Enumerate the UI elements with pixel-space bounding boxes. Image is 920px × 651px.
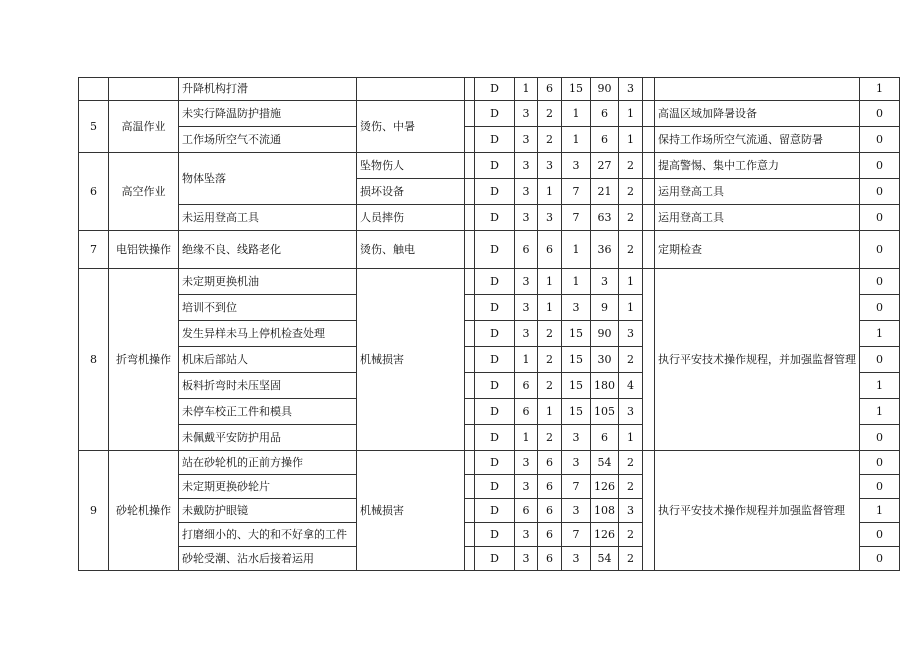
c-value-cell: 3 — [562, 295, 591, 321]
row-number: 5 — [79, 101, 109, 153]
e-value-cell: 2 — [538, 347, 562, 373]
likelihood-cell: D — [475, 179, 515, 205]
flag-cell: 1 — [860, 78, 900, 101]
row-number: 9 — [79, 451, 109, 571]
c-value-cell: 3 — [562, 451, 591, 475]
risk-level-cell: 2 — [619, 523, 643, 547]
d-value-cell: 54 — [591, 451, 619, 475]
c-value-cell: 3 — [562, 425, 591, 451]
d-value-cell: 36 — [591, 231, 619, 269]
d-value-cell: 90 — [591, 321, 619, 347]
d-value-cell: 105 — [591, 399, 619, 425]
e-value-cell: 2 — [538, 101, 562, 127]
table-row — [79, 78, 900, 101]
e-value-cell: 6 — [538, 78, 562, 101]
likelihood-cell: D — [475, 523, 515, 547]
c-value-cell: 15 — [562, 347, 591, 373]
flag-cell: 1 — [860, 499, 900, 523]
flag-cell: 0 — [860, 205, 900, 231]
c-value-cell: 1 — [562, 269, 591, 295]
d-value-cell: 63 — [591, 205, 619, 231]
l-value-cell: 3 — [515, 101, 538, 127]
likelihood-cell: D — [475, 451, 515, 475]
risk-level-cell: 3 — [619, 499, 643, 523]
spacer-cell — [465, 347, 475, 373]
consequence-cell: 机械损害 — [357, 269, 465, 451]
spacer-cell — [465, 231, 475, 269]
l-value-cell: 6 — [515, 399, 538, 425]
hazard-cell: 站在砂轮机的正前方操作 — [179, 451, 357, 475]
l-value-cell: 3 — [515, 547, 538, 571]
risk-level-cell: 2 — [619, 475, 643, 499]
c-value-cell: 1 — [562, 127, 591, 153]
hazard-cell: 未定期更换机油 — [179, 269, 357, 295]
e-value-cell: 2 — [538, 127, 562, 153]
likelihood-cell: D — [475, 269, 515, 295]
hazard-cell: 物体坠落 — [179, 153, 357, 205]
task-name: 高温作业 — [109, 101, 179, 153]
likelihood-cell: D — [475, 399, 515, 425]
flag-cell: 0 — [860, 475, 900, 499]
hazard-cell: 板料折弯时未压坚固 — [179, 373, 357, 399]
risk-level-cell: 2 — [619, 347, 643, 373]
e-value-cell: 1 — [538, 179, 562, 205]
d-value-cell: 126 — [591, 475, 619, 499]
hazard-cell: 未戴防护眼镜 — [179, 499, 357, 523]
d-value-cell: 6 — [591, 425, 619, 451]
l-value-cell: 3 — [515, 451, 538, 475]
risk-level-cell: 4 — [619, 373, 643, 399]
l-value-cell: 3 — [515, 295, 538, 321]
likelihood-cell: D — [475, 373, 515, 399]
e-value-cell: 1 — [538, 269, 562, 295]
spacer-cell — [643, 153, 655, 179]
risk-level-cell: 1 — [619, 295, 643, 321]
l-value-cell: 3 — [515, 205, 538, 231]
spacer-cell — [643, 179, 655, 205]
hazard-cell: 砂轮受潮、沾水后接着运用 — [179, 547, 357, 571]
l-value-cell: 3 — [515, 269, 538, 295]
flag-cell: 0 — [860, 101, 900, 127]
d-value-cell: 3 — [591, 269, 619, 295]
l-value-cell: 6 — [515, 231, 538, 269]
l-value-cell: 3 — [515, 127, 538, 153]
d-value-cell: 54 — [591, 547, 619, 571]
e-value-cell: 6 — [538, 475, 562, 499]
hazard-cell: 未停车校正工件和模具 — [179, 399, 357, 425]
e-value-cell: 6 — [538, 523, 562, 547]
c-value-cell: 15 — [562, 321, 591, 347]
e-value-cell: 1 — [538, 399, 562, 425]
task-name — [109, 78, 179, 101]
flag-cell: 0 — [860, 231, 900, 269]
l-value-cell: 3 — [515, 523, 538, 547]
measure-cell: 高温区域加降暑设备 — [655, 101, 860, 127]
spacer-cell — [465, 205, 475, 231]
spacer-cell — [465, 523, 475, 547]
l-value-cell: 6 — [515, 499, 538, 523]
flag-cell: 0 — [860, 295, 900, 321]
d-value-cell: 180 — [591, 373, 619, 399]
spacer-cell — [465, 269, 475, 295]
flag-cell: 0 — [860, 547, 900, 571]
measure-cell: 执行平安技术操作规程并加强监督管理 — [655, 451, 860, 571]
measure-cell: 定期检查 — [655, 231, 860, 269]
d-value-cell: 27 — [591, 153, 619, 179]
flag-cell: 0 — [860, 425, 900, 451]
hazard-cell: 未佩戴平安防护用品 — [179, 425, 357, 451]
e-value-cell: 2 — [538, 425, 562, 451]
spacer-cell — [643, 78, 655, 101]
likelihood-cell: D — [475, 475, 515, 499]
consequence-cell: 人员摔伤 — [357, 205, 465, 231]
c-value-cell: 3 — [562, 153, 591, 179]
risk-level-cell: 3 — [619, 321, 643, 347]
flag-cell: 0 — [860, 153, 900, 179]
table-row — [79, 231, 900, 269]
flag-cell: 0 — [860, 451, 900, 475]
hazard-cell: 升降机构打滑 — [179, 78, 357, 101]
c-value-cell: 1 — [562, 101, 591, 127]
consequence-cell: 烫伤、触电 — [357, 231, 465, 269]
likelihood-cell: D — [475, 153, 515, 179]
row-number: 7 — [79, 231, 109, 269]
measure-cell — [655, 78, 860, 101]
hazard-cell: 打磨细小的、大的和不好拿的工件 — [179, 523, 357, 547]
c-value-cell: 7 — [562, 179, 591, 205]
flag-cell: 0 — [860, 127, 900, 153]
table-row — [79, 451, 900, 475]
e-value-cell: 3 — [538, 153, 562, 179]
spacer-cell — [465, 179, 475, 205]
d-value-cell: 6 — [591, 101, 619, 127]
spacer-cell — [643, 127, 655, 153]
e-value-cell: 2 — [538, 373, 562, 399]
l-value-cell: 3 — [515, 153, 538, 179]
flag-cell: 1 — [860, 399, 900, 425]
d-value-cell: 90 — [591, 78, 619, 101]
e-value-cell: 3 — [538, 205, 562, 231]
c-value-cell: 15 — [562, 78, 591, 101]
e-value-cell: 6 — [538, 451, 562, 475]
likelihood-cell: D — [475, 231, 515, 269]
risk-level-cell: 2 — [619, 231, 643, 269]
consequence-cell — [357, 78, 465, 101]
hazard-cell: 培训不到位 — [179, 295, 357, 321]
l-value-cell: 1 — [515, 347, 538, 373]
hazard-cell: 未实行降温防护措施 — [179, 101, 357, 127]
spacer-cell — [643, 269, 655, 451]
l-value-cell: 3 — [515, 321, 538, 347]
d-value-cell: 6 — [591, 127, 619, 153]
d-value-cell: 21 — [591, 179, 619, 205]
spacer-cell — [465, 499, 475, 523]
likelihood-cell: D — [475, 101, 515, 127]
row-number — [79, 78, 109, 101]
table-row — [79, 127, 900, 153]
e-value-cell: 6 — [538, 499, 562, 523]
c-value-cell: 15 — [562, 373, 591, 399]
consequence-cell: 机械损害 — [357, 451, 465, 571]
c-value-cell: 3 — [562, 499, 591, 523]
measure-cell: 运用登高工具 — [655, 205, 860, 231]
flag-cell: 0 — [860, 179, 900, 205]
hazard-cell: 机床后部站人 — [179, 347, 357, 373]
task-name: 砂轮机操作 — [109, 451, 179, 571]
likelihood-cell: D — [475, 78, 515, 101]
l-value-cell: 3 — [515, 475, 538, 499]
spacer-cell — [465, 451, 475, 475]
hazard-cell: 发生异样未马上停机检查处理 — [179, 321, 357, 347]
flag-cell: 0 — [860, 269, 900, 295]
spacer-cell — [465, 101, 475, 127]
likelihood-cell: D — [475, 347, 515, 373]
c-value-cell: 7 — [562, 205, 591, 231]
spacer-cell — [465, 425, 475, 451]
c-value-cell: 3 — [562, 547, 591, 571]
spacer-cell — [465, 321, 475, 347]
spacer-cell — [465, 127, 475, 153]
risk-level-cell: 2 — [619, 547, 643, 571]
risk-level-cell: 2 — [619, 451, 643, 475]
consequence-cell: 烫伤、中暑 — [357, 101, 465, 153]
hazard-cell: 绝缘不良、线路老化 — [179, 231, 357, 269]
row-number: 8 — [79, 269, 109, 451]
task-name: 电铝铁操作 — [109, 231, 179, 269]
measure-cell: 提高警惕、集中工作意力 — [655, 153, 860, 179]
measure-cell: 执行平安技术操作规程，并加强监督管理 — [655, 269, 860, 451]
spacer-cell — [465, 399, 475, 425]
c-value-cell: 15 — [562, 399, 591, 425]
task-name: 折弯机操作 — [109, 269, 179, 451]
risk-level-cell: 1 — [619, 425, 643, 451]
l-value-cell: 6 — [515, 373, 538, 399]
risk-level-cell: 1 — [619, 269, 643, 295]
likelihood-cell: D — [475, 321, 515, 347]
likelihood-cell: D — [475, 127, 515, 153]
d-value-cell: 126 — [591, 523, 619, 547]
spacer-cell — [643, 101, 655, 127]
e-value-cell: 1 — [538, 295, 562, 321]
e-value-cell: 6 — [538, 231, 562, 269]
spacer-cell — [465, 78, 475, 101]
risk-level-cell: 2 — [619, 153, 643, 179]
spacer-cell — [465, 373, 475, 399]
likelihood-cell: D — [475, 547, 515, 571]
table-row — [79, 101, 900, 127]
risk-level-cell: 2 — [619, 205, 643, 231]
c-value-cell: 1 — [562, 231, 591, 269]
spacer-cell — [643, 451, 655, 571]
row-number: 6 — [79, 153, 109, 231]
l-value-cell: 1 — [515, 78, 538, 101]
spacer-cell — [643, 231, 655, 269]
d-value-cell: 9 — [591, 295, 619, 321]
measure-cell: 运用登高工具 — [655, 179, 860, 205]
e-value-cell: 6 — [538, 547, 562, 571]
risk-assessment-table — [78, 77, 900, 571]
l-value-cell: 3 — [515, 179, 538, 205]
flag-cell: 0 — [860, 347, 900, 373]
consequence-cell: 坠物伤人 — [357, 153, 465, 179]
risk-level-cell: 1 — [619, 127, 643, 153]
likelihood-cell: D — [475, 425, 515, 451]
spacer-cell — [465, 153, 475, 179]
risk-level-cell: 3 — [619, 399, 643, 425]
risk-level-cell: 2 — [619, 179, 643, 205]
e-value-cell: 2 — [538, 321, 562, 347]
hazard-cell: 未定期更换砂轮片 — [179, 475, 357, 499]
flag-cell: 1 — [860, 373, 900, 399]
consequence-cell: 损坏设备 — [357, 179, 465, 205]
table-row — [79, 153, 900, 179]
c-value-cell: 7 — [562, 523, 591, 547]
flag-cell: 0 — [860, 523, 900, 547]
hazard-cell: 未运用登高工具 — [179, 205, 357, 231]
flag-cell: 1 — [860, 321, 900, 347]
risk-level-cell: 3 — [619, 78, 643, 101]
table-row — [79, 269, 900, 295]
likelihood-cell: D — [475, 499, 515, 523]
d-value-cell: 108 — [591, 499, 619, 523]
table-row — [79, 205, 900, 231]
likelihood-cell: D — [475, 205, 515, 231]
l-value-cell: 1 — [515, 425, 538, 451]
c-value-cell: 7 — [562, 475, 591, 499]
spacer-cell — [465, 475, 475, 499]
task-name: 高空作业 — [109, 153, 179, 231]
measure-cell: 保持工作场所空气流通、留意防暑 — [655, 127, 860, 153]
d-value-cell: 30 — [591, 347, 619, 373]
spacer-cell — [465, 547, 475, 571]
spacer-cell — [643, 205, 655, 231]
risk-level-cell: 1 — [619, 101, 643, 127]
likelihood-cell: D — [475, 295, 515, 321]
spacer-cell — [465, 295, 475, 321]
hazard-cell: 工作场所空气不流通 — [179, 127, 357, 153]
